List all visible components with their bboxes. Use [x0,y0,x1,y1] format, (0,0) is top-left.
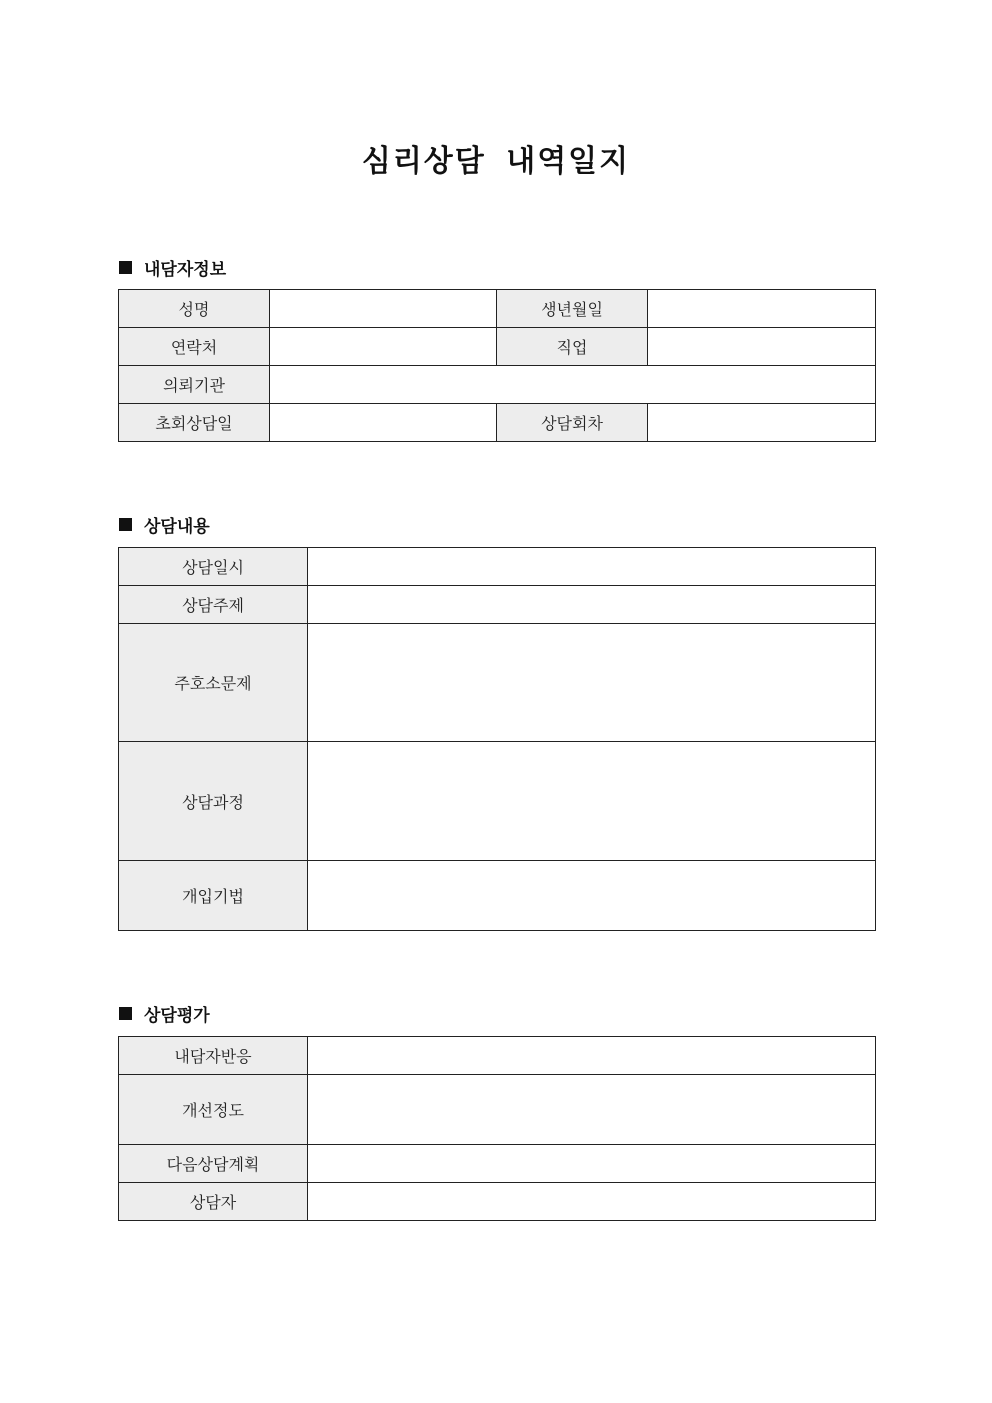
next-session-plan-label: 다음상담계획 [119,1145,308,1183]
session-count-field[interactable] [648,404,876,442]
referral-field[interactable] [270,366,876,404]
improvement-level-field[interactable] [308,1075,876,1145]
contact-label: 연락처 [119,328,270,366]
session-process-label: 상담과정 [119,742,308,861]
square-bullet-icon [119,261,132,274]
section-heading-client-label: 내담자정보 [144,260,227,280]
main-complaint-field[interactable] [308,624,876,742]
client-reaction-label: 내담자반응 [119,1037,308,1075]
name-label: 성명 [119,290,270,328]
intervention-technique-label: 개입기법 [119,861,308,931]
first-session-date-field[interactable] [270,404,497,442]
first-session-date-label: 초회상담일 [119,404,270,442]
counselor-label: 상담자 [119,1183,308,1221]
counseling-content-table [118,547,876,931]
job-label: 직업 [497,328,648,366]
client-info-table [118,289,876,442]
section-heading-content [119,512,210,537]
counselor-field[interactable] [308,1183,876,1221]
section-heading-client [119,255,226,280]
improvement-level-label: 개선정도 [119,1075,308,1145]
session-datetime-label: 상담일시 [119,548,308,586]
name-field[interactable] [270,290,497,328]
counseling-evaluation-table [118,1036,876,1221]
intervention-technique-field[interactable] [308,861,876,931]
session-topic-label: 상담주제 [119,586,308,624]
job-field[interactable] [648,328,876,366]
session-topic-field[interactable] [308,586,876,624]
session-datetime-field[interactable] [308,548,876,586]
birthdate-label: 생년월일 [497,290,648,328]
birthdate-field[interactable] [648,290,876,328]
next-session-plan-field[interactable] [308,1145,876,1183]
session-count-label: 상담회차 [497,404,648,442]
client-reaction-field[interactable] [308,1037,876,1075]
section-heading-evaluation-label: 상담평가 [144,1006,210,1026]
referral-label: 의뢰기관 [119,366,270,404]
section-heading-evaluation [119,1001,210,1026]
square-bullet-icon [119,518,132,531]
section-heading-content-label: 상담내용 [144,517,210,537]
square-bullet-icon [119,1007,132,1020]
page-title: 심리상담 내역일지 [361,144,631,179]
contact-field[interactable] [270,328,497,366]
session-process-field[interactable] [308,742,876,861]
main-complaint-label: 주호소문제 [119,624,308,742]
